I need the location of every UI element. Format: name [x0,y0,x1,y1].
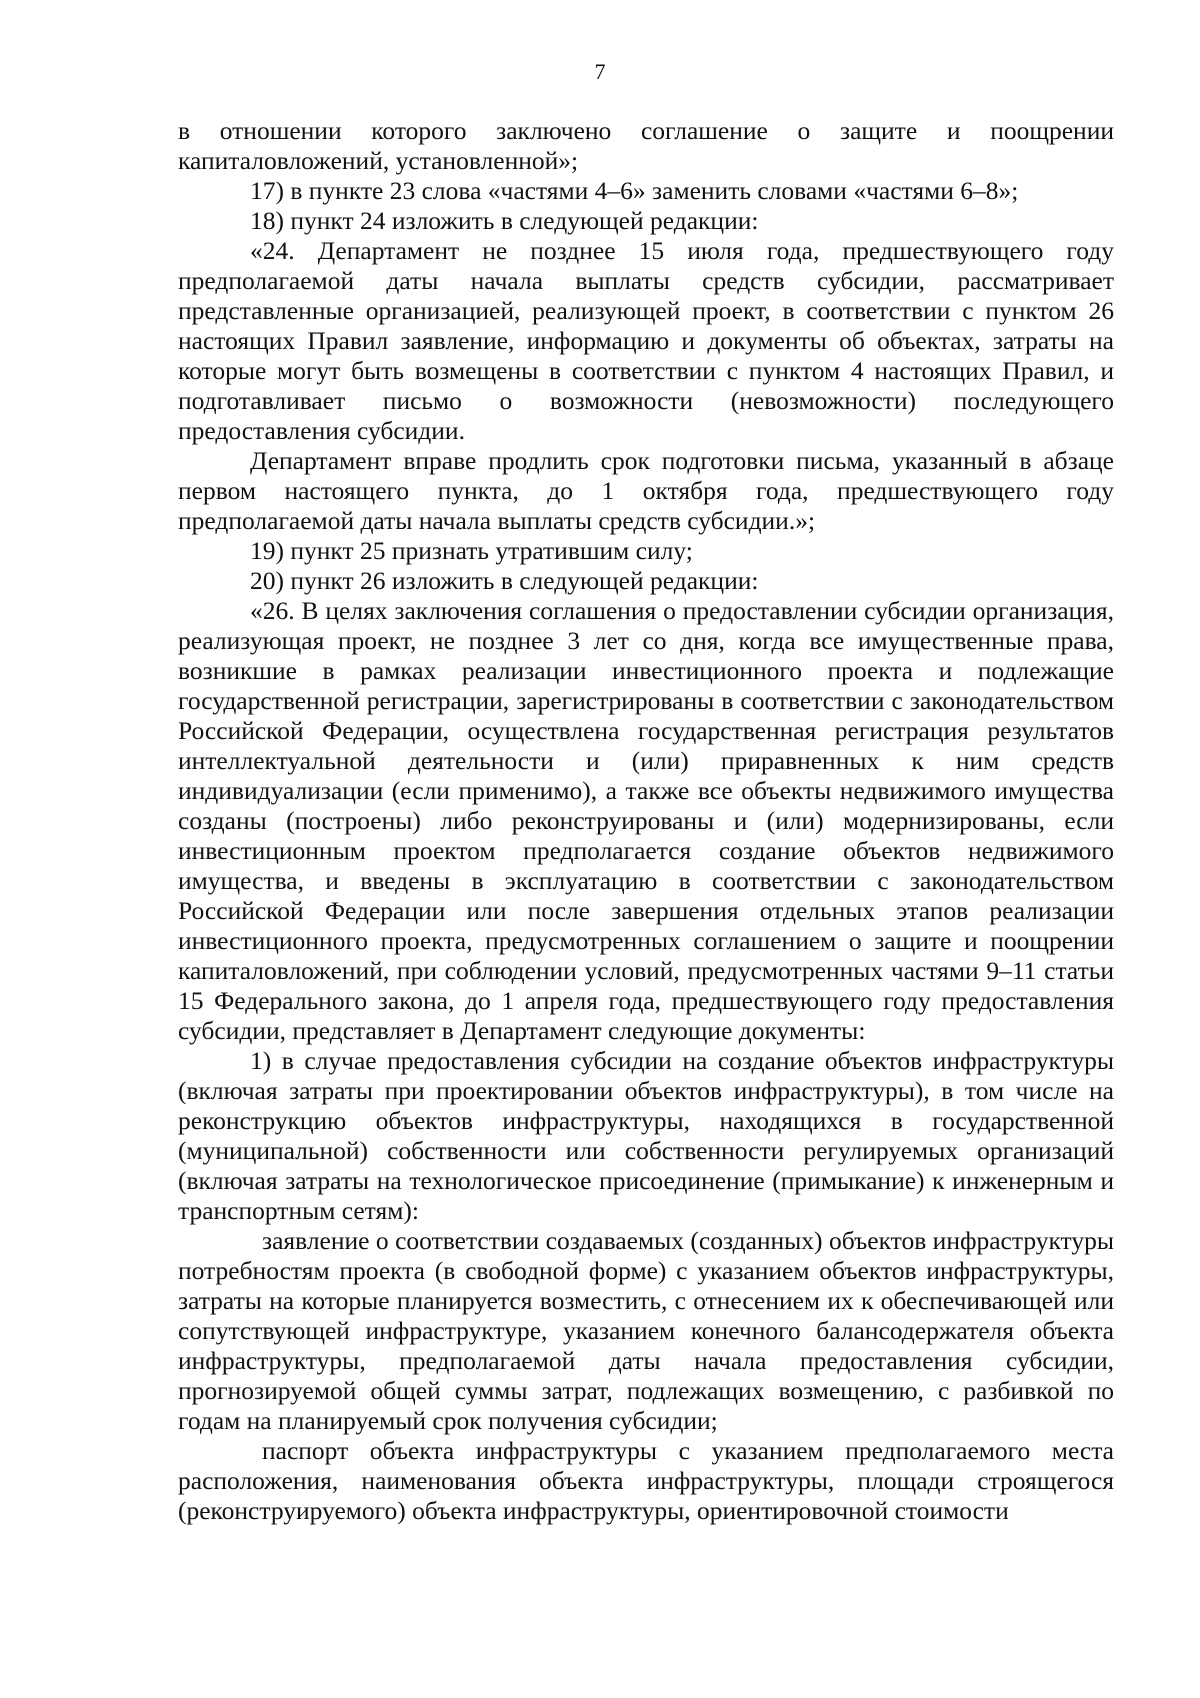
paragraph-item-20: 20) пункт 26 изложить в следующей редакции: [250,566,759,595]
page-number: 7 [594,59,606,84]
paragraph-item-19: 19) пункт 25 признать утратившим силу; [250,536,693,565]
paragraph-continuation: в отношении которого заключено соглашение о защите и поощрении капиталовложений, установленной»; [178,116,1114,175]
paragraph-clause-26: «26. В целях заключения соглашения о предоставлении субсидии организация, реализующая проект, не позднее 3 лет со дня, когда все имущественные права, возникшие в рамках реализации инвестиционного проекта и подлежащие государственной регистрации, зарегистрированы в соответствии с законодательством Российской Федерации, осуществлена государственная регистрация результатов интеллектуальной деятельности и (или) приравненных к ним средств индивидуализации (если применимо), а также все объекты недвижимого имущества созданы (построены) либо реконструированы и (или) модернизированы, если инвестиционным проектом предполагается создание объектов недвижимого имущества, и введены в эксплуатацию в соответствии с законодательством Российской Федерации или после завершения отдельных этапов реализации инвестиционного проекта, предусмотренных соглашением о защите и поощрении капиталовложений, при соблюдении условий, предусмотренных частями 9–11 статьи 15 Федерального закона, до 1 апреля года, предшествующего году предоставления субсидии, представляет в Департамент следующие документы: [178,596,1114,1045]
paragraph-clause-24-extension: Департамент вправе продлить срок подготовки письма, указанный в абзаце первом настоящего пункта, до 1 октября года, предшествующего году предполагаемой даты начала выплаты средств субсидии.»; [178,446,1114,535]
paragraph-clause-24: «24. Департамент не позднее 15 июля года, предшествующего году предполагаемой даты начала выплаты средств субсидии, рассматривает представленные организацией, реализующей проект, в соответствии с пунктом 26 настоящих Правил заявление, информацию и документы об объектах, затраты на которые могут быть возмещены в соответствии с пунктом 4 настоящих Правил, и подготавливает письмо о возможности (невозможности) последующего предоставления субсидии. [178,236,1114,445]
paragraph-item-18: 18) пункт 24 изложить в следующей редакции: [250,206,759,235]
paragraph-clause-26-sub-1: 1) в случае предоставления субсидии на создание объектов инфраструктуры (включая затраты при проектировании объектов инфраструктуры), в том числе на реконструкцию объектов инфраструктуры, находящихся в государственной (муниципальной) собственности или собственности регулируемых организаций (включая затраты на технологическое присоединение (примыкание) к инженерным и транспортным сетям): [178,1046,1114,1225]
paragraph-item-17: 17) в пункте 23 слова «частями 4–6» заменить словами «частями 6–8»; [250,176,1019,205]
document-body [178,116,1114,1526]
paragraph-passport: паспорт объекта инфраструктуры с указанием предполагаемого места расположения, наименования объекта инфраструктуры, площади строящегося (реконструируемого) объекта инфраструктуры, ориентировочной стоимости [178,1436,1114,1525]
paragraph-application: заявление о соответствии создаваемых (созданных) объектов инфраструктуры потребностям проекта (в свободной форме) с указанием объектов инфраструктуры, затраты на которые планируется возместить, с отнесением их к обеспечивающей или сопутствующей инфраструктуре, указанием конечного балансодержателя объекта инфраструктуры, предполагаемой даты начала предоставления субсидии, прогнозируемой общей суммы затрат, подлежащих возмещению, с разбивкой по годам на планируемый срок получения субсидии; [178,1226,1114,1435]
